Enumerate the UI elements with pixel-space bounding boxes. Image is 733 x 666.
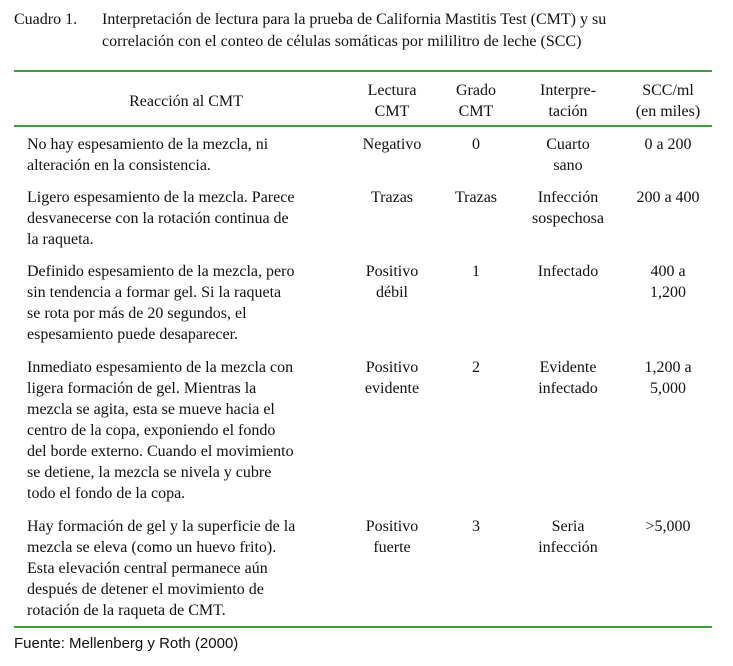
caption-line: Interpretación de lectura para la prueba de California Mastitis Test (CMT) y su: [102, 11, 607, 28]
cell-line: rotación de la raqueta de CMT.: [27, 602, 226, 619]
cell-line: Trazas: [370, 189, 414, 206]
cell-line: Seria: [551, 518, 585, 535]
cell-line: 0 a 200: [644, 136, 692, 153]
cell-line: 3: [472, 518, 480, 535]
header-grado: [440, 80, 512, 122]
cell-line: débil: [376, 284, 408, 301]
table-top-rule: [14, 70, 712, 72]
cell-line: centro de la copa, exponiendo el fondo: [27, 422, 276, 439]
cell-line: Esta elevación central permanece aún: [27, 560, 268, 577]
row2-scc: [624, 187, 712, 208]
cell-line: 1,200: [650, 284, 686, 301]
table-header-rule: [14, 125, 712, 127]
cell-line: la raqueta.: [27, 231, 94, 248]
source-note: Fuente: Mellenberg y Roth (2000): [14, 635, 239, 652]
cell-line: espesamiento puede desaparecer.: [27, 326, 239, 343]
cell-line: todo el fondo de la copa.: [27, 485, 186, 502]
cell-line: Definido espesamiento de la mezcla, pero: [27, 263, 295, 280]
cell-line: 200 a 400: [636, 189, 700, 206]
row3-grado: [440, 261, 512, 282]
header-line: Grado: [456, 82, 496, 99]
cell-line: Negativo: [362, 136, 422, 153]
cell-line: Positivo: [365, 263, 419, 280]
cell-line: No hay espesamiento de la mezcla, ni: [27, 136, 269, 153]
cell-line: Trazas: [454, 189, 498, 206]
row2-reaccion: [27, 187, 345, 250]
cell-line: 400 a: [650, 263, 686, 280]
cell-line: se rota por más de 20 segundos, el: [27, 305, 247, 322]
cell-line: ligera formación de gel. Mientras la: [27, 380, 257, 397]
cell-line: sospechosa: [532, 210, 604, 227]
header-line: CMT: [458, 103, 494, 120]
row1-interpretacion: [518, 134, 618, 176]
row1-scc: [624, 134, 712, 155]
cell-line: alteración en la consistencia.: [27, 157, 211, 174]
row4-scc: [624, 357, 712, 399]
cell-line: Inmediato espesamiento de la mezcla con: [27, 359, 294, 376]
row1-lectura: [352, 134, 432, 155]
row3-interpretacion: [518, 261, 618, 282]
cell-line: Positivo: [365, 359, 419, 376]
row3-lectura: [352, 261, 432, 303]
header-interpretacion: [518, 80, 618, 122]
header-line: Interpre-: [540, 82, 596, 99]
cell-line: después de detener el movimiento de: [27, 581, 264, 598]
cell-line: Ligero espesamiento de la mezcla. Parece: [27, 189, 295, 206]
cell-line: 0: [472, 136, 480, 153]
cell-line: desvanecerse con la rotación continua de: [27, 210, 289, 227]
header-line: CMT: [374, 103, 410, 120]
row3-scc: [624, 261, 712, 303]
row5-scc: [624, 516, 712, 537]
row5-interpretacion: [518, 516, 618, 558]
row5-lectura: [352, 516, 432, 558]
row5-reaccion: [27, 516, 345, 621]
cell-line: Infección: [537, 189, 599, 206]
row1-reaccion: [27, 134, 345, 176]
row1-grado: [440, 134, 512, 155]
cell-line: mezcla se eleva (como un huevo frito).: [27, 539, 277, 556]
cell-line: infectado: [538, 380, 598, 397]
cell-line: 1,200 a: [644, 359, 692, 376]
row2-interpretacion: [518, 187, 618, 229]
row2-grado: [440, 187, 512, 208]
cell-line: sano: [553, 157, 583, 174]
caption-label: Cuadro 1.: [14, 11, 78, 28]
table-bottom-rule: [14, 626, 712, 628]
row5-grado: [440, 516, 512, 537]
header-line: SCC/ml: [642, 82, 694, 99]
header-scc: [624, 80, 712, 122]
cell-line: Hay formación de gel y la superficie de la: [27, 518, 296, 535]
header-line: tación: [548, 103, 588, 120]
cell-line: 2: [472, 359, 480, 376]
header-line: (en miles): [635, 103, 701, 120]
header-reaccion: Reacción al CMT: [129, 93, 243, 110]
cell-line: >5,000: [645, 518, 691, 535]
cell-line: Positivo: [365, 518, 419, 535]
cell-line: Infectado: [537, 263, 599, 280]
cell-line: mezcla se agita, esta se mueve hacia el: [27, 401, 275, 418]
cell-line: 5,000: [650, 380, 686, 397]
caption-text: [102, 9, 720, 53]
cell-line: fuerte: [373, 539, 411, 556]
cell-line: evidente: [364, 380, 420, 397]
cell-line: Cuarto: [546, 136, 590, 153]
cell-line: del borde externo. Cuando el movimiento: [27, 443, 294, 460]
cell-line: Evidente: [539, 359, 597, 376]
row4-lectura: [352, 357, 432, 399]
row4-interpretacion: [518, 357, 618, 399]
row4-reaccion: [27, 357, 345, 504]
caption-line: correlación con el conteo de células somáticas por mililitro de leche (SCC): [102, 33, 582, 50]
row2-lectura: [352, 187, 432, 208]
row3-reaccion: [27, 261, 345, 345]
header-lectura: [352, 80, 432, 122]
cell-line: se detiene, la mezcla se nivela y cubre: [27, 464, 272, 481]
header-line: Lectura: [367, 82, 417, 99]
cell-line: sin tendencia a formar gel. Si la raqueta: [27, 284, 282, 301]
cell-line: 1: [472, 263, 480, 280]
row4-grado: [440, 357, 512, 378]
cell-line: infección: [538, 539, 598, 556]
